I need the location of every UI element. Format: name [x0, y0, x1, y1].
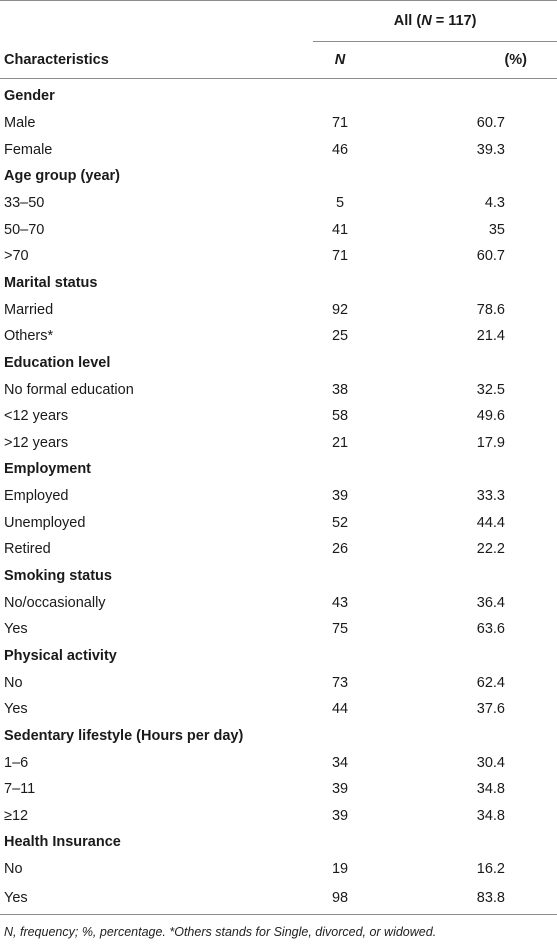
section-header-row — [0, 563, 557, 590]
row-n-value: 92 — [331, 301, 349, 318]
row-label: Others* — [4, 328, 54, 344]
row-label: >12 years — [4, 434, 69, 451]
row-n-value: 21 — [331, 434, 349, 451]
section-title: Employment — [4, 461, 92, 477]
row-n-value: 71 — [331, 115, 349, 131]
row-n-value: 5 — [335, 195, 345, 211]
row-n-value: 39 — [331, 488, 349, 504]
section-header-row — [0, 456, 557, 483]
table-row — [0, 776, 557, 803]
table-header-row — [0, 42, 557, 79]
row-n-value: 39 — [331, 781, 349, 797]
row-percent-value: 22.2 — [476, 541, 505, 557]
row-n-value: 58 — [331, 408, 349, 424]
row-percent-value: 33.3 — [476, 488, 505, 504]
section-header-row — [0, 163, 557, 190]
row-n-value: 39 — [331, 807, 349, 824]
row-n-value: 46 — [331, 141, 349, 158]
table-row — [0, 297, 557, 324]
row-n-value: 98 — [313, 883, 367, 915]
table-row — [0, 750, 557, 777]
table-row — [0, 377, 557, 404]
row-label: Married — [4, 301, 54, 318]
row-percent-value: 83.8 — [367, 883, 557, 915]
row-n-value: 73 — [331, 674, 349, 691]
row-label: Unemployed — [4, 514, 86, 531]
table-row — [0, 883, 557, 915]
row-label: Male — [4, 115, 36, 131]
group-header-label: All ( — [393, 13, 422, 29]
table-row — [0, 616, 557, 643]
row-percent-value: 60.7 — [476, 115, 505, 131]
row-label: 1–6 — [4, 754, 29, 771]
header-n: N — [313, 42, 367, 79]
row-percent-value: 39.3 — [476, 141, 505, 158]
row-percent-value: 35 — [488, 221, 505, 238]
table-row — [0, 243, 557, 270]
row-percent-value: 21.4 — [476, 328, 505, 344]
row-label: >70 — [4, 248, 29, 264]
row-percent-value: 78.6 — [476, 301, 505, 318]
row-label: No/occasionally — [4, 594, 106, 611]
table-row — [0, 217, 557, 244]
row-n-value: 38 — [331, 381, 349, 398]
row-n-value: 34 — [331, 754, 349, 771]
row-label: Employed — [4, 488, 69, 504]
section-title: Education level — [4, 354, 111, 371]
row-percent-value: 4.3 — [484, 195, 505, 211]
section-title: Marital status — [4, 274, 98, 291]
row-label: <12 years — [4, 408, 69, 424]
table-header-group-row — [0, 1, 557, 42]
row-percent-value: 36.4 — [476, 594, 505, 611]
row-label: ≥12 — [4, 807, 29, 824]
row-percent-value: 17.9 — [476, 434, 505, 451]
section-title: Sedentary lifestyle (Hours per day) — [4, 727, 244, 744]
row-percent-value: 37.6 — [476, 701, 505, 717]
row-n-value: 52 — [331, 514, 349, 531]
table-row — [0, 803, 557, 830]
row-n-value: 75 — [331, 621, 349, 637]
row-n-value: 25 — [331, 328, 349, 344]
row-percent-value: 60.7 — [476, 248, 505, 264]
header-percent: (%) — [367, 42, 557, 79]
row-n-value: 44 — [331, 701, 349, 717]
section-title: Physical activity — [4, 647, 117, 664]
row-n-value: 19 — [331, 861, 349, 877]
section-header-row — [0, 350, 557, 377]
header-empty-cell — [0, 1, 313, 42]
table-row — [0, 536, 557, 563]
row-n-value: 43 — [331, 594, 349, 611]
row-percent-value: 34.8 — [476, 781, 505, 797]
row-label: Yes — [4, 621, 28, 637]
table-footnote: N, frequency; %, percentage. *Others stands for Single, divorced, or widowed. — [4, 925, 437, 939]
row-label: Yes — [4, 701, 28, 717]
table-body — [0, 79, 557, 915]
row-label: 33–50 — [4, 195, 45, 211]
table-row — [0, 696, 557, 723]
row-percent-value: 62.4 — [476, 674, 505, 691]
section-header-row — [0, 829, 557, 856]
row-label: Female — [4, 141, 53, 158]
section-header-row — [0, 270, 557, 297]
row-percent-value: 16.2 — [476, 861, 505, 877]
row-percent-value: 30.4 — [476, 754, 505, 771]
section-header-row — [0, 643, 557, 670]
section-title: Age group (year) — [4, 168, 121, 184]
row-percent-value: 34.8 — [476, 807, 505, 824]
table-row — [0, 510, 557, 537]
row-label: Retired — [4, 541, 51, 557]
row-percent-value: 63.6 — [476, 621, 505, 637]
table-row — [0, 137, 557, 164]
row-n-value: 71 — [331, 248, 349, 264]
table-row — [0, 403, 557, 430]
group-header-n-symbol: N — [421, 13, 432, 29]
row-percent-value: 49.6 — [476, 408, 505, 424]
section-title: Health Insurance — [4, 834, 121, 850]
row-n-value: 26 — [331, 541, 349, 557]
row-percent-value: 32.5 — [476, 381, 505, 398]
row-n-value: 41 — [331, 221, 349, 238]
row-label: No — [4, 674, 23, 691]
group-header-all — [313, 1, 557, 42]
row-label: 50–70 — [4, 221, 45, 238]
table-row — [0, 430, 557, 457]
table-row — [0, 670, 557, 697]
table-row — [0, 110, 557, 137]
table-row — [0, 190, 557, 217]
table-row — [0, 483, 557, 510]
header-characteristics: Characteristics — [0, 42, 313, 79]
row-percent-value: 44.4 — [476, 514, 505, 531]
section-header-row — [0, 79, 557, 111]
table-row — [0, 323, 557, 350]
section-header-row — [0, 723, 557, 750]
row-label: 7–11 — [4, 781, 36, 797]
row-label: Yes — [0, 883, 313, 915]
row-label: No — [4, 861, 23, 877]
group-header-label-tail: = 117) — [431, 13, 477, 29]
table-row — [0, 590, 557, 617]
row-label: No formal education — [4, 381, 134, 398]
section-title: Gender — [4, 88, 55, 104]
section-title: Smoking status — [4, 567, 112, 584]
table-row — [0, 856, 557, 883]
